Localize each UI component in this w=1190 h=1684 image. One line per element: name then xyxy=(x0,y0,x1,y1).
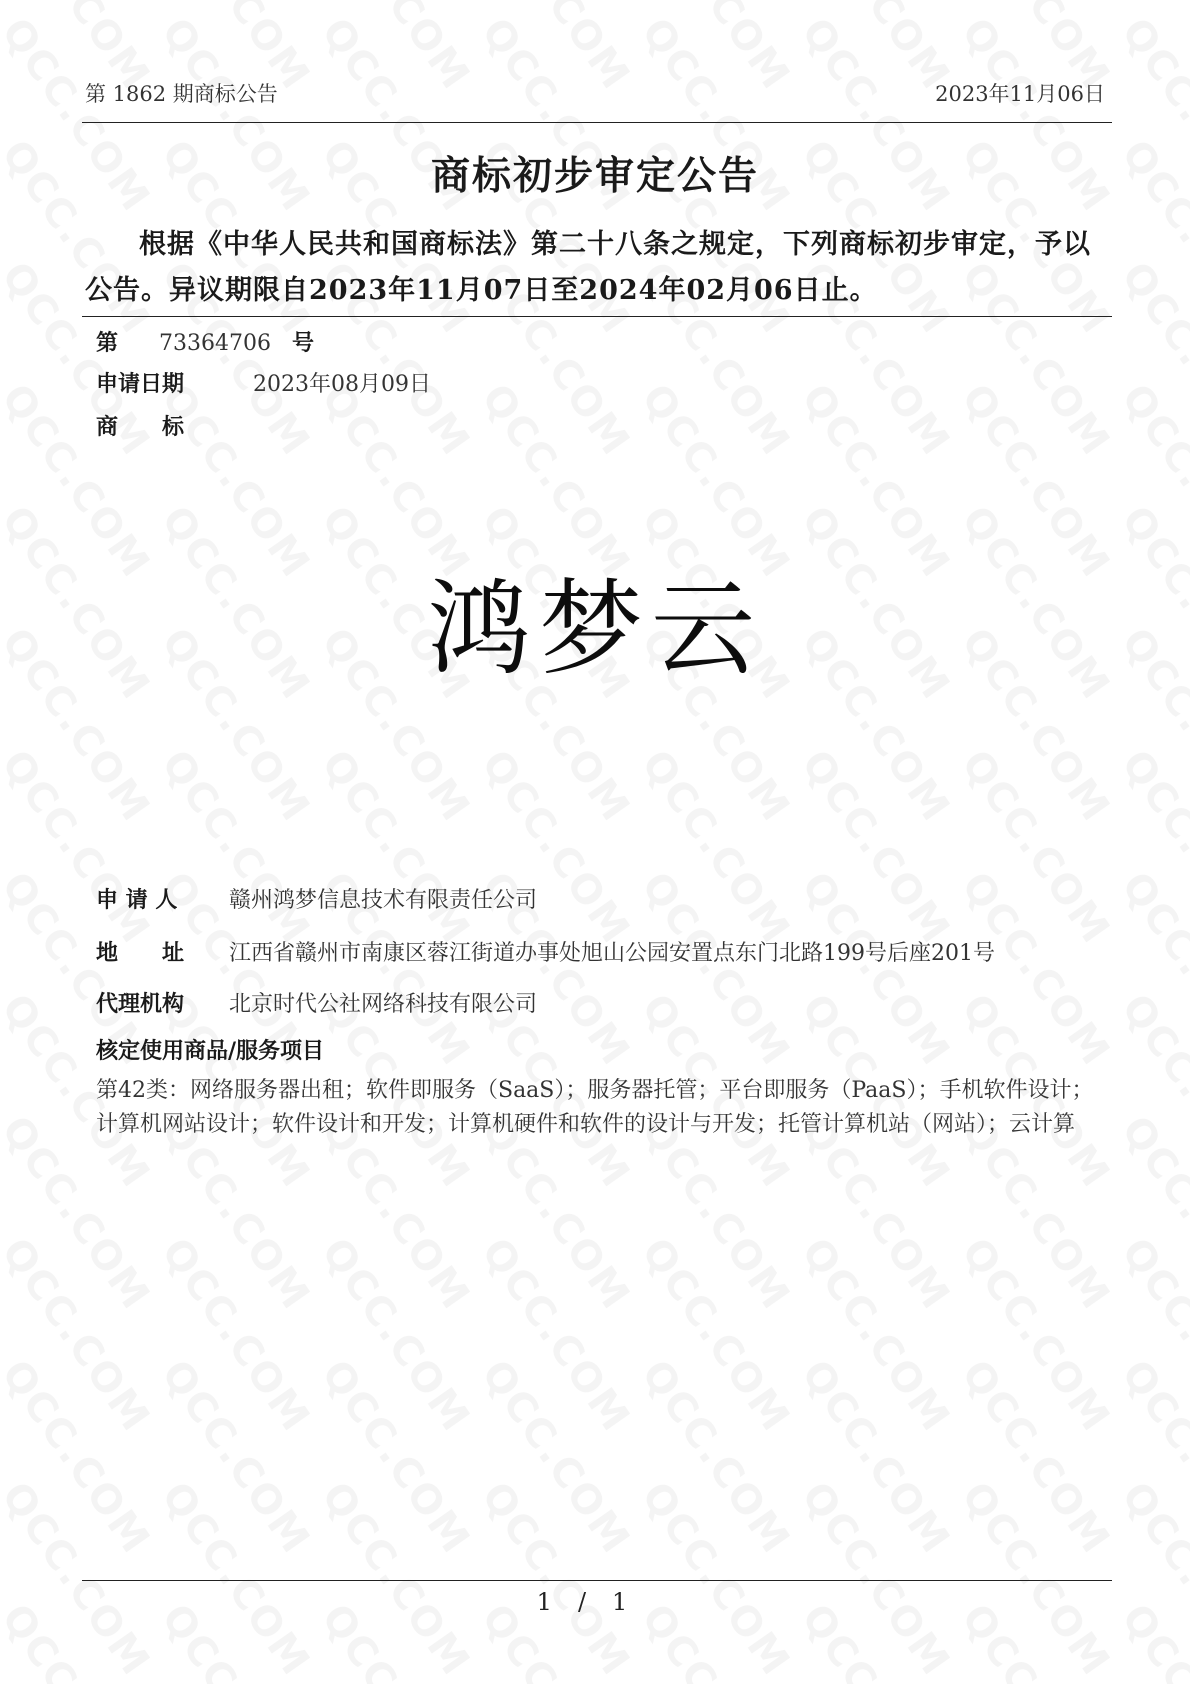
watermark-text xyxy=(472,1230,639,1441)
watermark-text xyxy=(792,742,959,953)
application-date-row xyxy=(96,367,431,398)
watermark-text xyxy=(1112,1352,1190,1563)
application-date-label: 申请日期 xyxy=(96,371,185,397)
watermark-text xyxy=(152,1352,319,1563)
mark-label-row xyxy=(96,410,184,441)
watermark-text xyxy=(312,1474,479,1684)
agent-name: 北京时代公社网络科技有限公司 xyxy=(229,992,538,1017)
trademark-text: 鸿梦云 xyxy=(426,568,763,690)
watermark-text xyxy=(632,864,799,1075)
applicant-label: 申 请 人 xyxy=(96,887,178,913)
watermark-text xyxy=(0,1230,159,1441)
registration-number-label-post: 号 xyxy=(292,330,315,356)
watermark-text xyxy=(632,1352,799,1563)
address-label: 地 址 xyxy=(96,940,185,966)
watermark-text xyxy=(952,742,1119,953)
watermark-text xyxy=(952,1474,1119,1684)
registration-number-row xyxy=(96,326,314,357)
watermark-text xyxy=(472,1352,639,1563)
goods-heading: 核定使用商品/服务项目 xyxy=(96,1038,325,1064)
watermark-text xyxy=(152,1230,319,1441)
watermark-text xyxy=(632,1230,799,1441)
watermark-text xyxy=(1112,1230,1190,1441)
watermark-text xyxy=(952,1352,1119,1563)
watermark-text xyxy=(1112,1474,1190,1684)
watermark-text xyxy=(1112,864,1190,1075)
page-title: 商标初步审定公告 xyxy=(430,153,759,199)
mark-label: 商 标 xyxy=(96,414,185,440)
registration-number: 73364706 xyxy=(159,331,271,356)
agent-label: 代理机构 xyxy=(96,991,185,1017)
watermark-text xyxy=(312,1230,479,1441)
watermark-text xyxy=(792,864,959,1075)
section-rule xyxy=(82,316,1112,317)
applicant-row xyxy=(96,883,537,914)
address-value: 江西省赣州市南康区蓉江街道办事处旭山公园安置点东门北路199号后座201号 xyxy=(229,941,995,966)
header-rule xyxy=(82,122,1112,123)
goods-list: 第42类：网络服务器出租；软件即服务（SaaS）；服务器托管；平台即服务（PaaS）；手机软件设计；计算机网站设计；软件设计和开发；计算机硬件和软件的设计与开发；托管计算机站（网站）；云计算 xyxy=(96,1078,1094,1137)
address-row xyxy=(96,936,995,967)
watermark-text xyxy=(792,1230,959,1441)
watermark-text xyxy=(1112,742,1190,953)
agent-row xyxy=(96,987,537,1018)
registration-number-label-pre: 第 xyxy=(96,330,119,356)
page-header xyxy=(85,78,1105,112)
footer-rule xyxy=(82,1580,1112,1581)
page-total: 1 xyxy=(612,1588,654,1616)
applicant-name: 赣州鸿梦信息技术有限责任公司 xyxy=(229,888,538,913)
watermark-text xyxy=(792,1474,959,1684)
watermark-text xyxy=(0,1352,159,1563)
watermark-text xyxy=(952,864,1119,1075)
intro-paragraph: 根据《中华人民共和国商标法》第二十八条之规定，下列商标初步审定，予以公告。异议期限自2023年11月07日至2024年02月06日止。 xyxy=(85,229,1091,306)
watermark-text xyxy=(0,1474,159,1684)
watermark-text xyxy=(1112,254,1190,465)
watermark-text xyxy=(472,1474,639,1684)
watermark-text xyxy=(312,742,479,953)
watermark-text xyxy=(152,1474,319,1684)
application-date: 2023年08月09日 xyxy=(253,372,431,397)
watermark-text xyxy=(0,742,159,953)
page-separator: / xyxy=(577,1588,613,1616)
watermark-text xyxy=(152,742,319,953)
watermark-text xyxy=(1112,1108,1190,1319)
watermark-text xyxy=(632,742,799,953)
watermark-text xyxy=(1112,0,1190,99)
watermark-text xyxy=(312,1352,479,1563)
issue-date: 2023年11月06日 xyxy=(935,82,1105,106)
watermark-text xyxy=(632,1474,799,1684)
watermark-text xyxy=(792,1352,959,1563)
issue-number: 第 1862 期商标公告 xyxy=(85,82,278,106)
watermark-text xyxy=(472,742,639,953)
watermark-text xyxy=(952,1230,1119,1441)
page-indicator xyxy=(0,1588,1190,1616)
page-current: 1 xyxy=(536,1588,578,1616)
watermark-text xyxy=(1112,986,1190,1197)
